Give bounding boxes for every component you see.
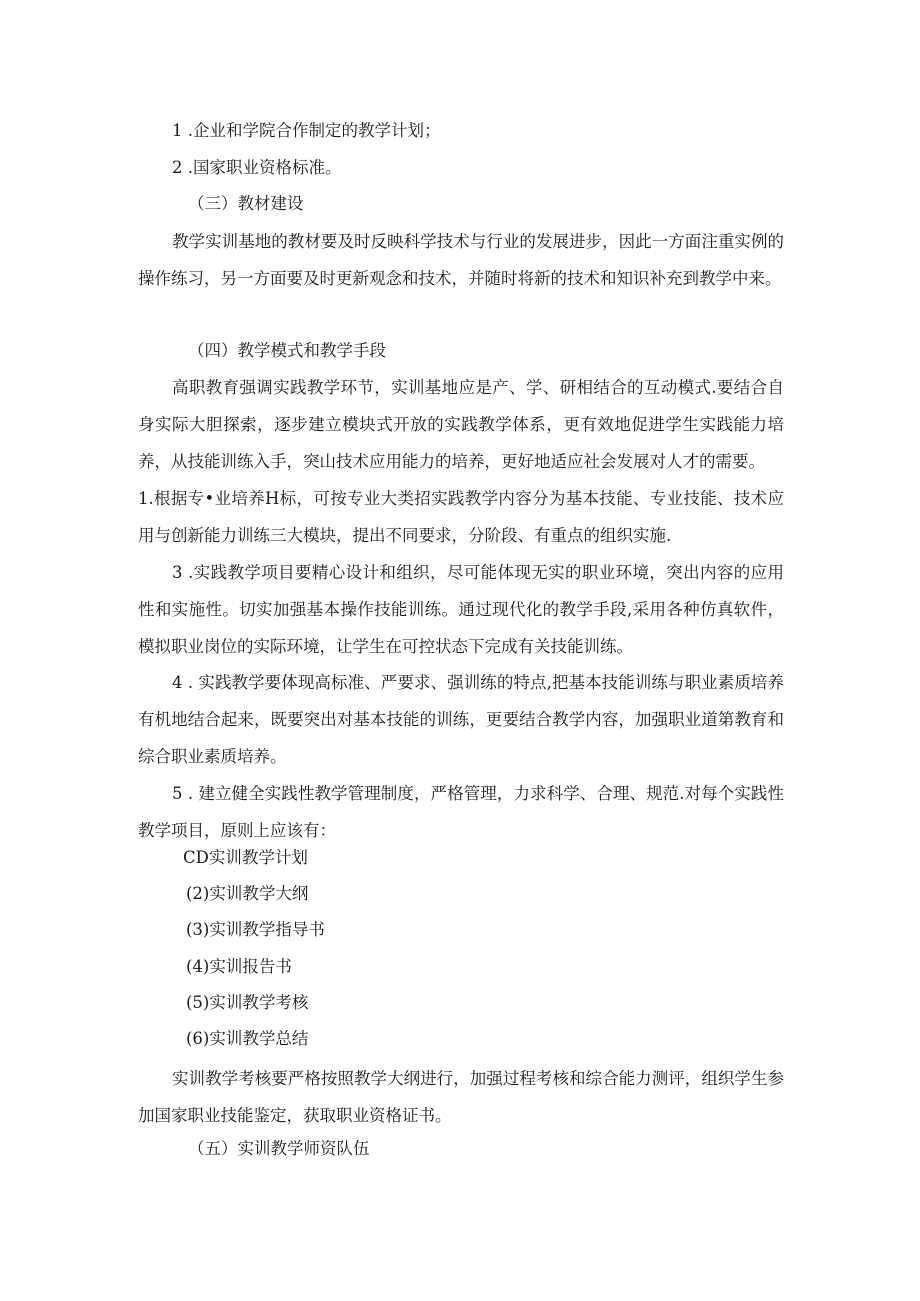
sub-item-6: (6)实训教学总结	[186, 1029, 309, 1048]
sub-item-1: CD实训教学计划	[183, 848, 308, 867]
paragraph-item-4: 4 . 实践教学要体现高标准、严要求、强训练的特点,把基本技能训练与职业素质培养有机地结合起来，既要突出对基本技能的训练，更要结合教学内容，加强职业道第教育和综合职业素质培养。	[138, 673, 784, 766]
sub-item-3: (3)实训教学指导书	[186, 920, 325, 939]
sub-item-2: (2)实训教学大纲	[186, 884, 309, 903]
paragraph-item-5: 5 . 建立健全实践性教学管理制度，严格管理，力求科学、合理、规范.对每个实践性教学项目，原则上应该有：	[138, 784, 784, 840]
paragraph-assessment: 实训教学考核要严格按照教学大纲进行，加强过程考核和综合能力测评，组织学生参加国家职业技能鉴定，获取职业资格证书。	[138, 1069, 784, 1125]
paragraph-materials: 教学实训基地的教材要及时反映科学技术与行业的发展进步，因此一方面注重实例的操作练习，另一方面要及时更新观念和技术，并随时将新的技术和知识补充到教学中来。	[138, 232, 784, 288]
section-heading-5: （五）实训教学师资队伍	[188, 1139, 370, 1158]
paragraph-item-3: 3 .实践教学项目要精心设计和组织，尽可能体现无实的职业环境，突出内容的应用性和实施性。切实加强基本操作技能训练。通过现代化的教学手段,采用各种仿真软件，模拟职业岗位的实际环境，让学生在可控状态下完成有关技能训练。	[138, 563, 784, 656]
list-item-1: 1 .企业和学院合作制定的教学计划；	[172, 121, 441, 140]
section-heading-3: （三）教材建设	[188, 194, 304, 213]
paragraph-teaching-mode: 高职教育强调实践教学环节，实训基地应是产、学、研相结合的互动模式.要结合自身实际大胆探索，逐步建立模块式开放的实践教学体系，更有效地促进学生实践能力培养，从技能训练入手，突山技术应用能力的培养，更好地适应社会发展对人才的需要。	[138, 378, 784, 471]
sub-item-5: (5)实训教学考核	[186, 993, 309, 1012]
paragraph-item-1: 1.根据专•业培养H标，可按专业大类招实践教学内容分为基本技能、专业技能、技术应用与创新能力训练三大模块，提出不同要求，分阶段、有重点的组织实施.	[138, 489, 784, 545]
section-heading-4: （四）教学模式和教学手段	[188, 341, 386, 360]
list-item-2: 2 .国家职业资格标准。	[172, 158, 342, 177]
sub-item-4: (4)实训报告书	[186, 957, 292, 976]
